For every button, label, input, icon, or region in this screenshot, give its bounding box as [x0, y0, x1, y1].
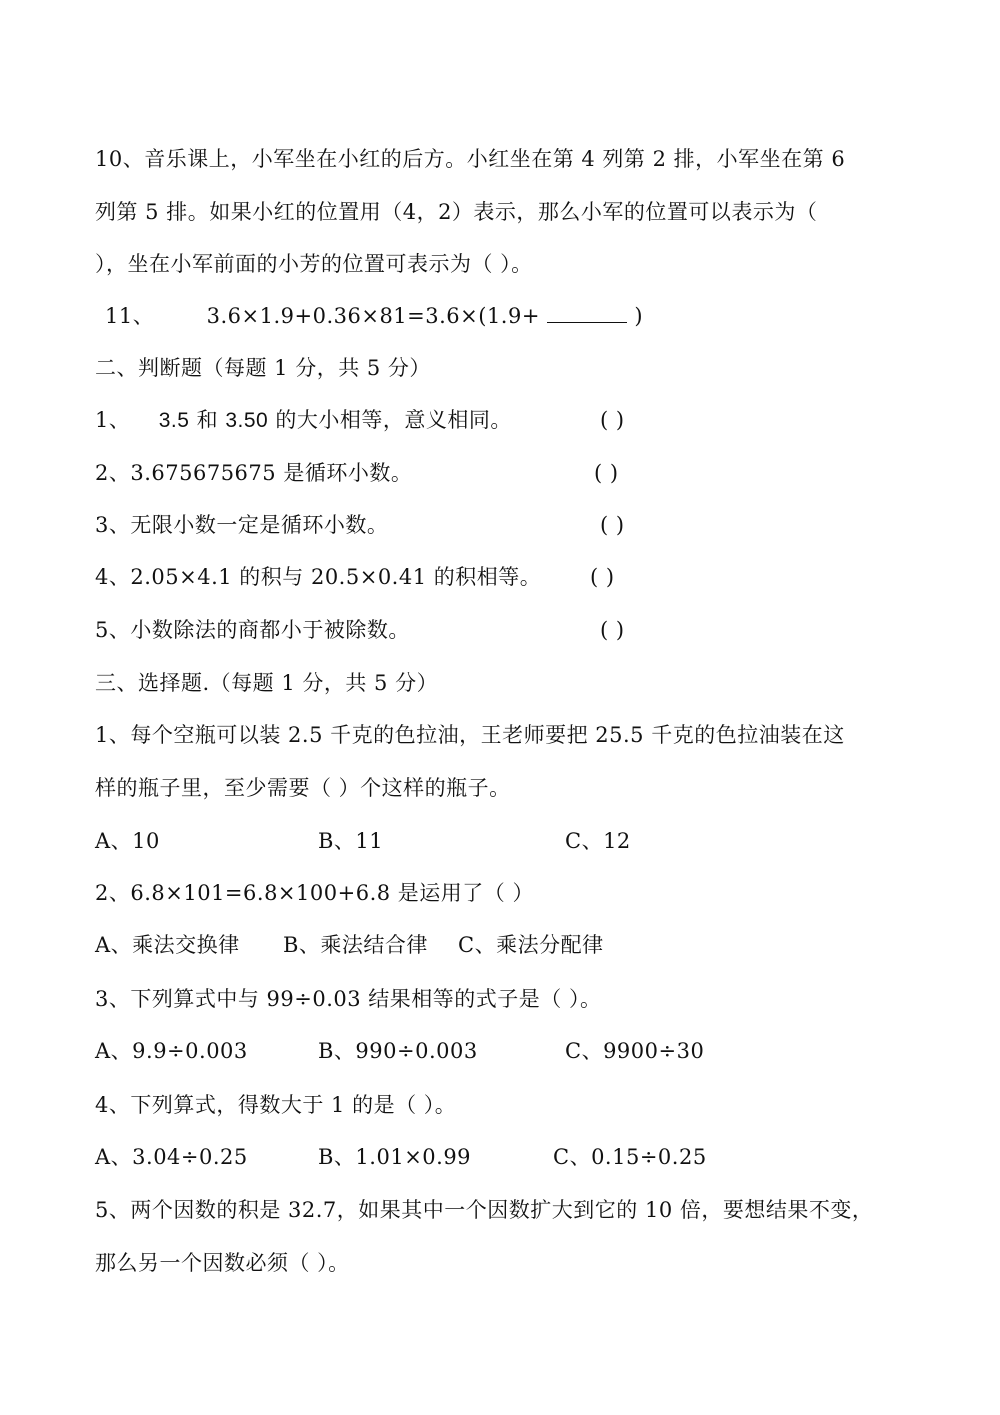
- s3-q2-option-a[interactable]: A、乘法交换律: [95, 933, 240, 957]
- s2-item-2: 2、3.675675675 是循环小数。: [95, 461, 413, 485]
- s2-item-1-value-a: 3.5: [158, 409, 190, 432]
- s3-q2-option-b[interactable]: B、乘法结合律: [283, 933, 428, 957]
- s3-q3-option-a[interactable]: A、9.9÷0.003: [95, 1039, 248, 1063]
- q10-line-1: 10、音乐课上，小军坐在小红的后方。小红坐在第 4 列第 2 排，小军坐在第 6: [95, 147, 846, 171]
- s2-item-4-answer[interactable]: ( ): [590, 565, 615, 589]
- s2-item-2-answer[interactable]: ( ): [594, 461, 619, 485]
- s2-item-5: 5、小数除法的商都小于被除数。: [95, 618, 410, 642]
- s3-q1-line-1: 1、每个空瓶可以装 2.5 千克的色拉油，王老师要把 25.5 千克的色拉油装在这: [95, 723, 845, 747]
- section3-title: 三、选择题.（每题 1 分，共 5 分）: [95, 671, 439, 695]
- s3-q1-option-b[interactable]: B、11: [318, 829, 384, 853]
- s2-item-1-value-b: 3.50: [225, 409, 269, 432]
- s3-q3-option-b[interactable]: B、990÷0.003: [318, 1039, 478, 1063]
- s3-q2-option-c[interactable]: C、乘法分配律: [458, 933, 604, 957]
- s2-item-1-answer[interactable]: ( ): [600, 408, 625, 432]
- s2-item-1-and: 和: [196, 408, 219, 432]
- s3-q3-option-c[interactable]: C、9900÷30: [565, 1039, 705, 1063]
- s3-q5-line-1: 5、两个因数的积是 32.7，如果其中一个因数扩大到它的 10 倍，要想结果不变，: [95, 1198, 874, 1222]
- s3-q4-option-b[interactable]: B、1.01×0.99: [318, 1145, 472, 1169]
- s2-item-1-text: 的大小相等，意义相同。: [275, 408, 512, 432]
- q10-line-2: 列第 5 排。如果小红的位置用（4，2）表示，那么小军的位置可以表示为（: [95, 200, 818, 224]
- s3-q2-text: 2、6.8×101=6.8×100+6.8 是运用了（ ）: [95, 881, 534, 905]
- s3-q1-option-c[interactable]: C、12: [565, 829, 631, 853]
- s3-q1-line-2: 样的瓶子里，至少需要（ ）个这样的瓶子。: [95, 776, 511, 800]
- q11-number: 11、: [105, 304, 155, 328]
- s3-q4-text: 4、下列算式，得数大于 1 的是（ ）。: [95, 1093, 457, 1117]
- s3-q4-option-c[interactable]: C、0.15÷0.25: [553, 1145, 707, 1169]
- s2-item-3: 3、无限小数一定是循环小数。: [95, 513, 389, 537]
- q11-expression: 3.6×1.9+0.36×81=3.6×(1.9+: [206, 304, 540, 328]
- q10-line-3: ），坐在小军前面的小芳的位置可表示为（ ）。: [95, 252, 533, 276]
- q11-close-paren: ): [634, 304, 644, 328]
- s2-item-4: 4、2.05×4.1 的积与 20.5×0.41 的积相等。: [95, 565, 542, 589]
- s2-item-5-answer[interactable]: ( ): [600, 618, 625, 642]
- section2-title: 二、判断题（每题 1 分，共 5 分）: [95, 356, 431, 380]
- s3-q4-option-a[interactable]: A、3.04÷0.25: [95, 1145, 248, 1169]
- s2-item-1-number: 1、: [95, 408, 131, 432]
- q11-line: [105, 301, 643, 331]
- s3-q3-text: 3、下列算式中与 99÷0.03 结果相等的式子是（ ）。: [95, 987, 602, 1011]
- q11-answer-blank[interactable]: [547, 302, 627, 323]
- s2-item-3-answer[interactable]: ( ): [600, 513, 625, 537]
- s2-item-1: [95, 405, 512, 436]
- s3-q1-option-a[interactable]: A、10: [95, 829, 160, 853]
- s3-q5-line-2: 那么另一个因数必须（ ）。: [95, 1251, 350, 1275]
